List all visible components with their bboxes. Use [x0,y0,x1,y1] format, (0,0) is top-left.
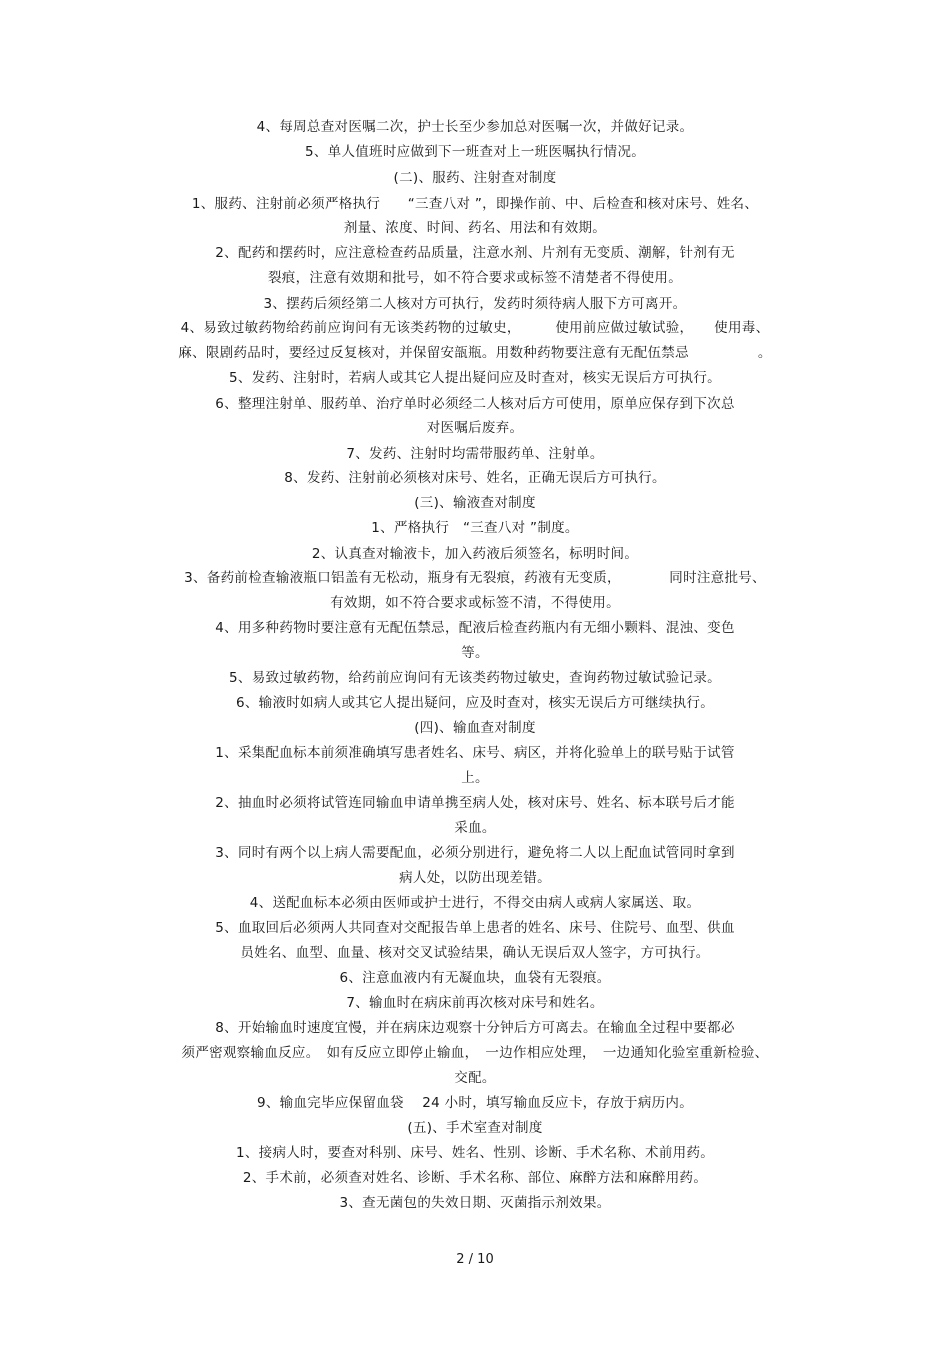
text-line: 有效期，如不符合要求或标签不清，不得使用。 [330,595,620,611]
text-line: 裂痕，注意有效期和批号，如不符合要求或标签不清楚者不得使用。 [268,270,682,286]
text-line: 3、备药前检查输液瓶口铝盖有无松动，瓶身有无裂痕，药液有无变质， 同时注意批号、 [184,570,766,586]
section-heading: (三)、输液查对制度 [414,495,536,511]
text-line: 2、认真查对输液卡，加入药液后须签名，标明时间。 [311,546,639,562]
text-line: 1、接病人时，要查对科别、床号、姓名、性别、诊断、手术名称、术前用药。 [235,1145,715,1161]
text-line: 9、输血完毕应保留血袋 24 小时，填写输血反应卡，存放于病历内。 [256,1095,694,1111]
text-line: 2、配药和摆药时，应注意检查药品质量，注意水剂、片剂有无变质、潮解，针剂有无 [215,245,735,261]
text-line: 等。 [461,645,489,661]
section-heading: (五)、手术室查对制度 [407,1120,543,1136]
text-line: 5、易致过敏药物，给药前应询问有无该类药物过敏史，查询药物过敏试验记录。 [229,670,721,686]
text-line: 3、摆药后须经第二人核对方可执行，发药时须待病人服下方可离开。 [263,296,687,312]
text-line: 1、严格执行 “三查八对 ”制度。 [371,520,579,536]
text-line: 须严密观察输血反应。 如有反应立即停止输血， 一边作相应处理， 一边通知化验室重新检验、 [181,1045,769,1061]
text-line: 3、查无菌包的失效日期、灭菌指示剂效果。 [339,1195,611,1211]
text-line: 1、服药、注射前必须严格执行 “三查八对 ”，即操作前、中、后检查和核对床号、姓名、 [191,196,759,212]
text-line: 4、易致过敏药物给药前应询问有无该类药物的过敏史， 使用前应做过敏试验， 使用毒、 [180,320,770,336]
page-number: 2 / 10 [456,1252,494,1267]
text-line: 4、每周总查对医嘱二次，护士长至少参加总对医嘱一次，并做好记录。 [256,119,694,135]
section-heading: (二)、服药、注射查对制度 [393,170,557,186]
text-line: 交配。 [454,1070,496,1086]
text-line: 采血。 [454,820,496,836]
text-line: 1、采集配血标本前须准确填写患者姓名、床号、病区，并将化验单上的联号贴于试管 [215,745,735,761]
text-line: 6、整理注射单、服药单、治疗单时必须经二人核对后方可使用，原单应保存到下次总 [215,396,735,412]
text-line: 2、手术前，必须查对姓名、诊断、手术名称、部位、麻醉方法和麻醉用药。 [242,1170,708,1186]
text-line: 8、发药、注射前必须核对床号、姓名，正确无误后方可执行。 [284,470,666,486]
text-line: 8、开始输血时速度宜慢，并在病床边观察十分钟后方可离去。在输血全过程中要都必 [215,1020,735,1036]
text-line: 对医嘱后废弃。 [426,420,524,436]
text-line: 2、抽血时必须将试管连同输血申请单携至病人处，核对床号、姓名、标本联号后才能 [215,795,735,811]
text-line: 3、同时有两个以上病人需要配血，必须分别进行，避免将二人以上配血试管同时拿到 [215,845,735,861]
text-line: 5、发药、注射时，若病人或其它人提出疑问应及时查对，核实无误后方可执行。 [229,370,721,386]
text-line: 5、血取回后必须两人共同查对交配报告单上患者的姓名、床号、住院号、血型、供血 [215,920,735,936]
text-line: 7、发药、注射时均需带服药单、注射单。 [346,446,604,462]
text-line: 6、输液时如病人或其它人提出疑问，应及时查对，核实无误后方可继续执行。 [235,695,715,711]
text-line: 4、用多种药物时要注意有无配伍禁忌，配液后检查药瓶内有无细小颗料、混浊、变色 [215,620,735,636]
text-line: 4、送配血标本必须由医师或护士进行，不得交由病人或病人家属送、取。 [249,895,701,911]
text-line: 上。 [461,770,489,786]
text-line: 麻、限剧药品时，要经过反复核对，并保留安瓿瓶。用数种药物要注意有无配伍禁忌 。 [178,345,772,361]
section-heading: (四)、输血查对制度 [414,720,536,736]
text-line: 6、注意血液内有无凝血块，血袋有无裂痕。 [339,970,611,986]
text-line: 员姓名、血型、血量、核对交叉试验结果，确认无误后双人签字，方可执行。 [240,945,710,961]
text-line: 病人处，以防出现差错。 [399,870,551,886]
text-line: 7、输血时在病床前再次核对床号和姓名。 [346,995,604,1011]
text-line: 剂量、浓度、时间、药名、用法和有效期。 [343,220,607,236]
text-line: 5、单人值班时应做到下一班查对上一班医嘱执行情况。 [304,144,646,160]
